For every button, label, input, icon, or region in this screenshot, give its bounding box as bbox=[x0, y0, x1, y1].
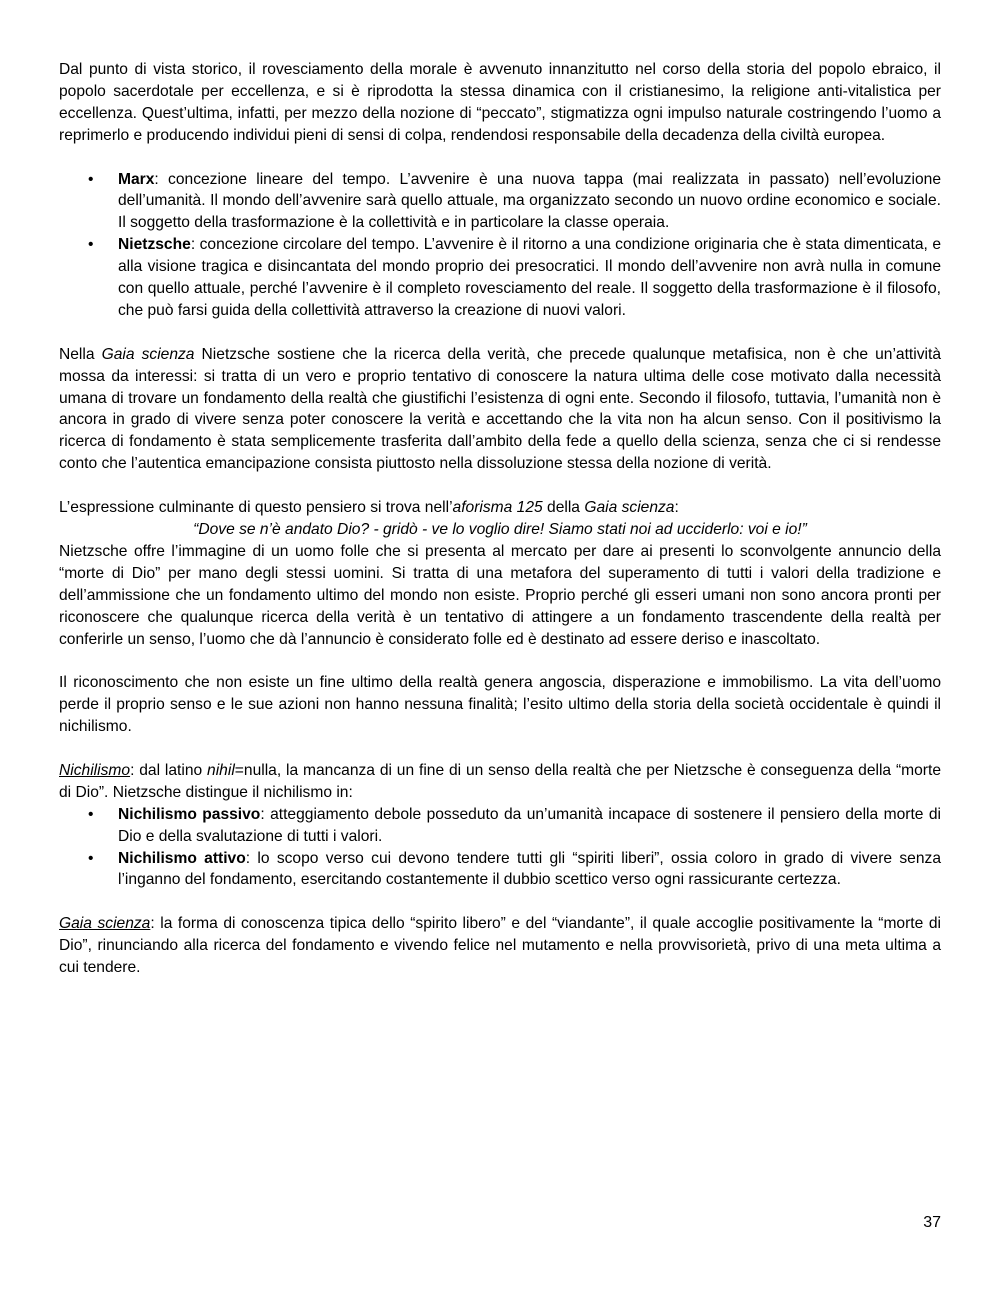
paragraph-nihilism-origin: Il riconoscimento che non esiste un fine ultimo della realtà genera angoscia, disperazione e immobilismo. La vita dell’uomo perde il proprio senso e le sue azioni non hanno nessuna finalità; l’esito ultimo della storia della società occidentale è quindi il nichilismo. bbox=[59, 674, 941, 736]
quote-aforisma-125: “Dove se n’è andato Dio? - gridò - ve lo voglio dire! Siamo stati noi ad ucciderlo: voi e io!” bbox=[193, 520, 807, 538]
title-gaia-scienza: Gaia scienza bbox=[584, 499, 675, 517]
bullet-list-marx-nietzsche bbox=[59, 169, 941, 322]
paragraph-aforisma-intro: L’espressione culminante di questo pensiero si trova nell’aforisma 125 della Gaia scienza: bbox=[59, 499, 679, 517]
paragraph-morality-reversal: Dal punto di vista storico, il rovesciamento della morale è avvenuto innanzitutto nel corso della storia del popolo ebraico, il popolo sacerdotale per eccellenza, e si è riprodotta la stessa dinamica con il cristianesimo, la religione anti-vitalistica per eccellenza. Quest’ultima, infatti, per mezzo della nozione di “peccato”, stigmatizza ogni impulso naturale costringendo l’uomo a reprimerlo e producendo individui pieni di sensi di colpa, rendendosi responsabile della decadenza della civiltà europea. bbox=[59, 61, 941, 144]
list-item-marx-text: : concezione lineare del tempo. L’avvenire è una nuova tappa (mai realizzata in passato) nell’evoluzione dell’umanità. Il mondo dell’avvenire sarà quello attuale, ma organizzato secondo un nuovo ordine economico e sociale. Il soggetto della trasformazione è la collettività e in particolare la classe operaia. bbox=[118, 170, 941, 232]
term-gaia-scienza: Gaia scienza bbox=[59, 915, 151, 933]
list-item-marx bbox=[118, 169, 941, 235]
term-nihil: nihil bbox=[207, 761, 235, 779]
bullet-list-nichilismo bbox=[59, 804, 941, 892]
term-nietzsche: Nietzsche bbox=[118, 236, 191, 254]
term-nichilismo-passivo: Nichilismo passivo bbox=[118, 805, 261, 823]
term-marx: Marx bbox=[118, 170, 155, 188]
term-nichilismo-attivo: Nichilismo attivo bbox=[118, 849, 246, 867]
page-number: 37 bbox=[923, 1214, 941, 1231]
paragraph-gaia-scienza-definition: Gaia scienza: la forma di conoscenza tipica dello “spirito libero” e del “viandante”, il quale accoglie positivamente la “morte di Dio”, rinunciando alla ricerca del fondamento e vivendo felice nel mutamento e nella provvisorietà, privo di una meta ultima a cui tendere. bbox=[59, 915, 941, 977]
list-item-nichilismo-passivo: • Nichilismo passivo: atteggiamento debole posseduto da un’umanità incapace di sostenere il pensiero della morte di Dio e della svalutazione di tutti i valori. bbox=[118, 804, 941, 848]
title-gaia-scienza: Gaia scienza bbox=[101, 345, 195, 363]
aforisma-reference: aforisma 125 bbox=[452, 499, 543, 517]
list-item-nichilismo-attivo: • Nichilismo attivo: lo scopo verso cui devono tendere tutti gli “spiriti liberi”, ossia coloro in grado di vivere senza l’inganno del fondamento, esercitando costantemente il dubbio scettico verso ogni rassicurante certezza. bbox=[118, 848, 941, 892]
list-item-nietzsche bbox=[118, 234, 941, 322]
term-nichilismo: Nichilismo bbox=[59, 761, 131, 779]
paragraph-gaia-scienza-truth: Nella Gaia scienza Nietzsche sostiene che la ricerca della verità, che precede qualunque metafisica, non è che un’attività mossa da interessi: si tratta di un vero e proprio tentativo di conoscere la natura ultima delle cose motivato dalla necessità umana di trovare un fondamento della realtà che giustifichi l’esistenza di ogni ente. Secondo il filosofo, tuttavia, l’umanità non è ancora in grado di vivere senza poter conoscere la verità e accettando che la vita non ha alcun senso. Con il positivismo la ricerca di fondamento è stata semplicemente trasferita dall’ambito della fede a quello della scienza, senza che ci si rendesse conto che l’autentica emancipazione consista piuttosto nella dissoluzione stessa della nozione di verità. bbox=[59, 345, 941, 473]
paragraph-nichilismo-definition: Nichilismo: dal latino nihil=nulla, la mancanza di un fine di un senso della realtà che per Nietzsche è conseguenza della “morte di Dio”. Nietzsche distingue il nichilismo in: bbox=[59, 761, 941, 801]
list-item-nietzsche-text: : concezione circolare del tempo. L’avvenire è il ritorno a una condizione originaria che è stata dimenticata, e alla visione tragica e disincantata del mondo proprio dei presocratici. Il mondo dell’avvenire non avrà nulla in comune con quello attuale, perché l’avvenire è il completo rovesciamento del reale. Il soggetto della trasformazione è il filosofo, che può farsi guida della collettività attraverso la creazione di nuovi valori. bbox=[118, 236, 941, 319]
paragraph-madman: Nietzsche offre l’immagine di un uomo folle che si presenta al mercato per dare ai presenti lo sconvolgente annuncio della “morte di Dio” per mano degli stessi uomini. Si tratta di una metafora del superamento di tutti i valori della tradizione e dell’ammissione che un fondamento ultimo del mondo non esiste. Proprio perché gli esseri umani non sono ancora pronti per riconoscere che qualunque ricerca della verità è un tentativo di attingere a un fondamento trascendente della realtà per conferirle un senso, l’uomo che dà l’annuncio è considerato folle ed è destinato ad essere deriso e inascoltato. bbox=[59, 542, 941, 648]
